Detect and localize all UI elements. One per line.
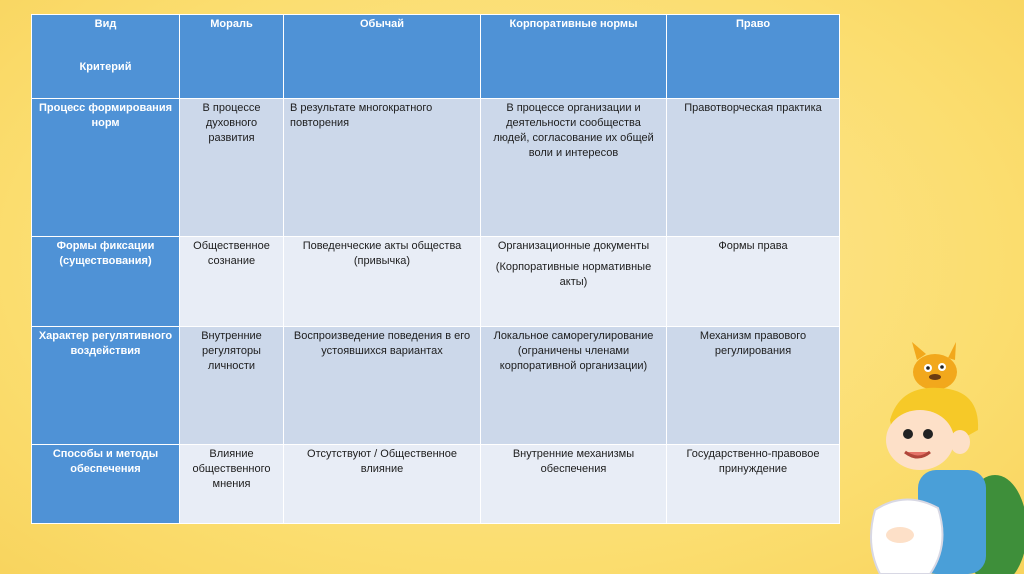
- corporate-docs-text: Организационные документы: [497, 240, 650, 252]
- face: [886, 410, 954, 470]
- cell-corporate: В процессе организации и деятельности сообщества людей, согласование их общей воли и интересов: [481, 99, 667, 237]
- header-custom: Обычай: [284, 15, 481, 99]
- cell-law: Формы права: [667, 237, 840, 327]
- header-law: Право: [667, 15, 840, 99]
- dog-pupil-right: [940, 365, 944, 369]
- cell-corporate: [481, 237, 667, 327]
- dog-head: [913, 354, 957, 390]
- cell-morality: Общественное сознание: [180, 237, 284, 327]
- cell-law: Механизм правового регулирования: [667, 327, 840, 445]
- row-criterion: Процесс формирования норм: [32, 99, 180, 237]
- header-corporate: Корпоративные нормы: [481, 15, 667, 99]
- header-row: [32, 15, 840, 99]
- corporate-acts-text: (Корпоративные нормативные акты): [495, 261, 652, 288]
- table-row: [32, 99, 840, 237]
- cell-law: Правотворческая практика: [667, 99, 840, 237]
- table-row: [32, 327, 840, 445]
- cell-custom: Отсутствуют / Общественное влияние: [284, 445, 481, 524]
- header-criterion-label: Критерий: [79, 61, 132, 73]
- comparison-table: [31, 14, 840, 524]
- header-morality: Мораль: [180, 15, 284, 99]
- hand: [886, 527, 914, 543]
- cell-corporate: Локальное саморегулирование (ограничены членами корпоративной организации): [481, 327, 667, 445]
- cartoon-character-illustration: [860, 330, 1024, 574]
- cell-law: Государственно-правовое принуждение: [667, 445, 840, 524]
- dog-ear-right: [948, 342, 956, 360]
- eye-right: [923, 429, 933, 439]
- cell-morality: Внутренние регуляторы личности: [180, 327, 284, 445]
- dog-nose: [929, 374, 941, 380]
- cell-custom: Воспроизведение поведения в его устоявшихся вариантах: [284, 327, 481, 445]
- dog-pupil-left: [926, 366, 930, 370]
- table-row: [32, 445, 840, 524]
- eye-left: [903, 429, 913, 439]
- cell-custom: Поведенческие акты общества (привычка): [284, 237, 481, 327]
- cell-morality: Влияние общественного мнения: [180, 445, 284, 524]
- cell-morality: В процессе духовного развития: [180, 99, 284, 237]
- row-criterion: Характер регулятивного воздействия: [32, 327, 180, 445]
- row-criterion: Формы фиксации (существования): [32, 237, 180, 327]
- cell-custom: В результате многократного повторения: [284, 99, 481, 237]
- table-row: [32, 237, 840, 327]
- header-criterion-cell: [32, 15, 180, 99]
- ear: [950, 430, 970, 454]
- header-kind-label: Вид: [94, 18, 117, 30]
- row-criterion: Способы и методы обеспечения: [32, 445, 180, 524]
- cell-corporate: Внутренние механизмы обеспечения: [481, 445, 667, 524]
